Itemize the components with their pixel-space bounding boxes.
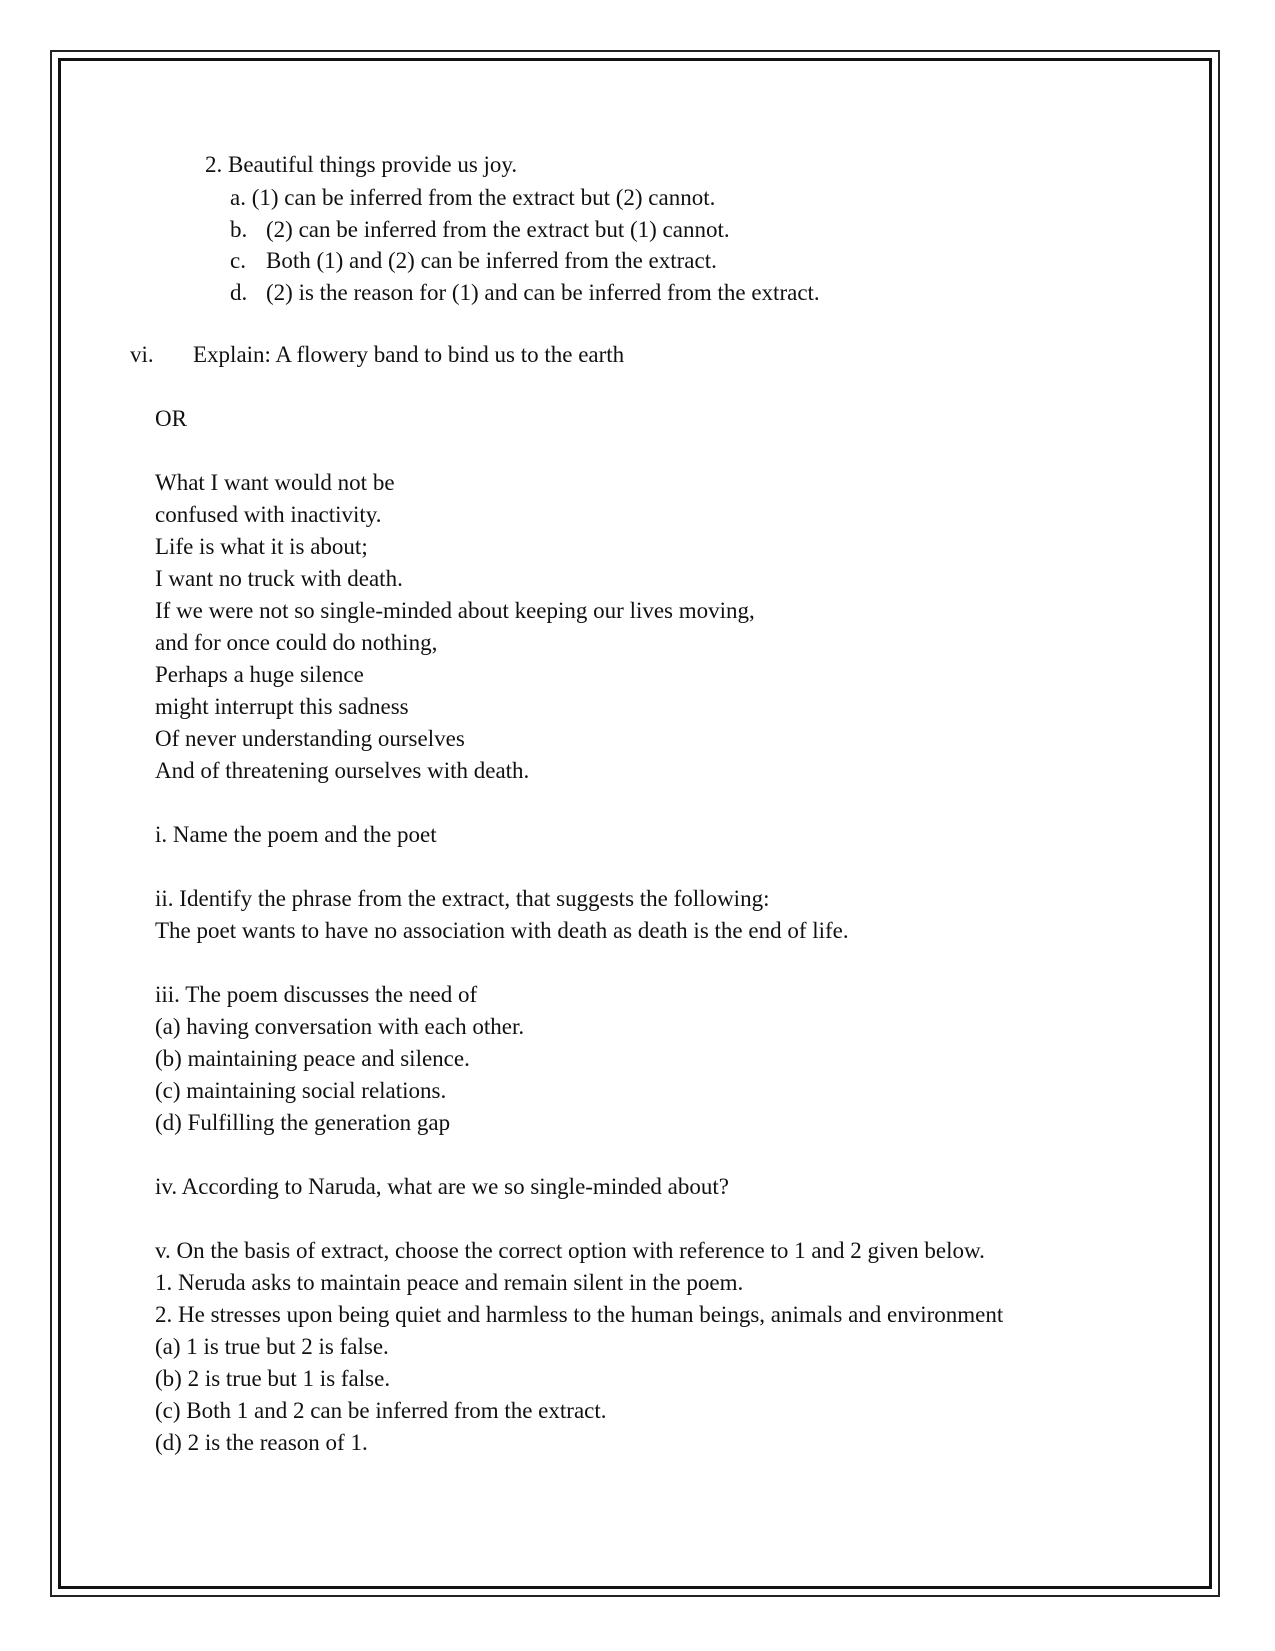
question-vi-text: Explain: A flowery band to bind us to the earth (193, 342, 625, 367)
or-label: OR (155, 406, 187, 431)
extract-line: Life is what it is about; (155, 534, 368, 559)
extract-line: I want no truck with death. (155, 566, 403, 591)
extract-line: Perhaps a huge silence (155, 662, 364, 687)
extract-line: and for once could do nothing, (155, 630, 438, 655)
option-text: (2) can be inferred from the extract but (1) cannot. (266, 217, 730, 242)
extract-line: And of threatening ourselves with death. (155, 758, 530, 783)
question-i: i. Name the poem and the poet (155, 822, 437, 847)
extract-line: What I want would not be (155, 470, 395, 495)
option-b (230, 217, 730, 243)
question-v-statement-1: 1. Neruda asks to maintain peace and remain silent in the poem. (155, 1270, 744, 1295)
question-iii-option: (c) maintaining social relations. (155, 1078, 447, 1103)
question-v-option: (d) 2 is the reason of 1. (155, 1430, 368, 1455)
question-iii-option: (a) having conversation with each other. (155, 1014, 525, 1039)
question-v-stem: v. On the basis of extract, choose the correct option with reference to 1 and 2 given below. (155, 1238, 985, 1263)
option-letter: a. (230, 185, 246, 210)
question-v-option: (c) Both 1 and 2 can be inferred from the extract. (155, 1398, 607, 1423)
extract-line: Of never understanding ourselves (155, 726, 465, 751)
option-letter: c. (230, 248, 246, 273)
question-ii-line2: The poet wants to have no association with death as death is the end of life. (155, 918, 849, 943)
question-ii-line1: ii. Identify the phrase from the extract, that suggests the following: (155, 886, 770, 911)
question-iii-option: (d) Fulfilling the generation gap (155, 1110, 451, 1135)
question-v-option: (a) 1 is true but 2 is false. (155, 1334, 389, 1359)
statement-2: 2. Beautiful things provide us joy. (205, 152, 518, 177)
extract-line: might interrupt this sadness (155, 694, 409, 719)
question-v-statement-2: 2. He stresses upon being quiet and harmless to the human beings, animals and environment (155, 1302, 1004, 1327)
option-d (230, 280, 820, 306)
extract-line: confused with inactivity. (155, 502, 382, 527)
option-text: (2) is the reason for (1) and can be inferred from the extract. (266, 280, 820, 305)
option-letter: b. (230, 217, 248, 242)
question-vi-number: vi. (130, 342, 154, 367)
extract-line: If we were not so single-minded about keeping our lives moving, (155, 598, 755, 623)
question-iii-option: (b) maintaining peace and silence. (155, 1046, 470, 1071)
option-a (230, 185, 715, 211)
option-text: Both (1) and (2) can be inferred from the extract. (266, 248, 717, 273)
option-text: (1) can be inferred from the extract but (2) cannot. (251, 185, 716, 210)
question-v-option: (b) 2 is true but 1 is false. (155, 1366, 391, 1391)
question-iii-stem: iii. The poem discusses the need of (155, 982, 478, 1007)
option-letter: d. (230, 280, 248, 305)
option-c (230, 248, 717, 274)
question-iv: iv. According to Naruda, what are we so single-minded about? (155, 1174, 729, 1199)
